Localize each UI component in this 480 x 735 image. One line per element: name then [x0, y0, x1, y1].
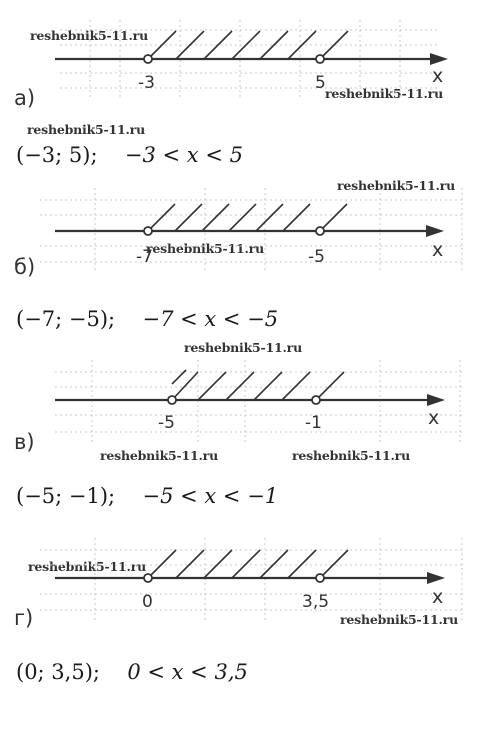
inequality: −7 < x < −5 [142, 307, 279, 331]
right-value-label: -5 [308, 247, 325, 267]
interval-notation: (0; 3,5); [16, 660, 100, 684]
inequality: 0 < x < 3,5 [127, 660, 248, 684]
left-value-label: -5 [158, 413, 175, 433]
watermark: reshebnik5-11.ru [27, 122, 145, 137]
axis-variable-label: x [432, 239, 444, 261]
part-label: в) [14, 430, 35, 454]
axis-variable-label: x [432, 65, 444, 87]
watermark: reshebnik5-11.ru [146, 241, 264, 256]
interval-notation: (−3; 5); [16, 143, 98, 167]
open-point-left [144, 574, 152, 582]
left-value-label: -7 [136, 247, 153, 267]
watermark: reshebnik5-11.ru [28, 559, 146, 574]
part-label: б) [14, 255, 36, 279]
open-point-right [316, 574, 324, 582]
part-label: а) [14, 86, 36, 110]
watermark: reshebnik5-11.ru [100, 448, 218, 463]
interval-notation: (−5; −1); [16, 484, 116, 508]
part-label: г) [14, 606, 34, 630]
watermark: reshebnik5-11.ru [325, 86, 443, 101]
right-value-label: 5 [315, 73, 326, 93]
inequality: −5 < x < −1 [142, 484, 279, 508]
watermark: reshebnik5-11.ru [184, 340, 302, 355]
watermark: reshebnik5-11.ru [30, 28, 148, 43]
left-value-label: 0 [142, 592, 153, 612]
interval-notation: (−7; −5); [16, 307, 116, 331]
watermark: reshebnik5-11.ru [337, 178, 455, 193]
left-value-label: -3 [138, 73, 155, 93]
watermark: reshebnik5-11.ru [292, 448, 410, 463]
right-value-label: 3,5 [302, 592, 330, 612]
axis-arrow [427, 572, 445, 584]
inequality: −3 < x < 5 [124, 143, 243, 167]
grid [40, 538, 465, 622]
axis-variable-label: x [432, 586, 444, 608]
axis-variable-label: x [428, 407, 440, 429]
answer-line [16, 660, 248, 684]
watermark: reshebnik5-11.ru [340, 612, 458, 627]
right-value-label: -1 [305, 413, 322, 433]
